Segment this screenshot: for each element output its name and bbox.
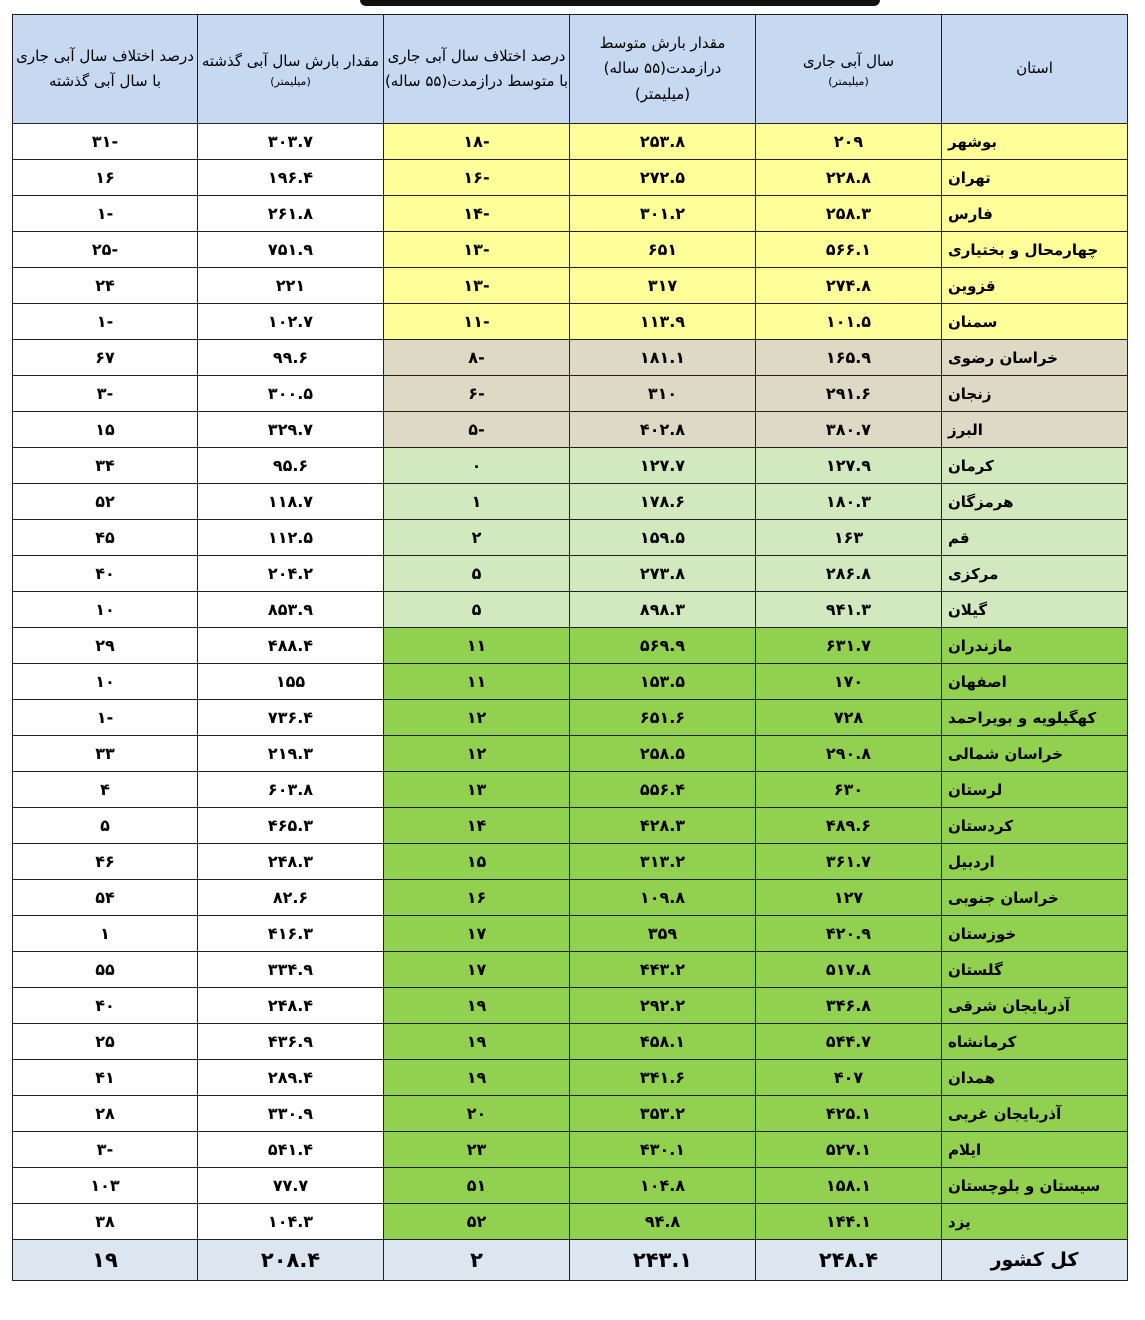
current-year-cell: ۱۴۴.۱: [756, 1204, 942, 1240]
diff-vs-last-year-cell: ۲۸: [13, 1096, 198, 1132]
province-cell: کهگیلویه و بویراحمد: [942, 700, 1128, 736]
table-row: [13, 160, 1128, 196]
diff-vs-last-year-cell: ۳۳: [13, 736, 198, 772]
province-cell: چهارمحال و بختیاری: [942, 232, 1128, 268]
table-row: [13, 124, 1128, 160]
header-last-year: [198, 15, 384, 124]
long-term-average-cell: ۵۵۶.۴: [570, 772, 756, 808]
province-cell: زنجان: [942, 376, 1128, 412]
province-cell: آذربایجان شرقی: [942, 988, 1128, 1024]
long-term-average-cell: ۲۹۲.۲: [570, 988, 756, 1024]
header-diff-vs-last-year-label: درصد اختلاف سال آبی جاری با سال آبی گذشته: [16, 46, 194, 90]
diff-vs-last-year-cell: ۴: [13, 772, 198, 808]
table-row: [13, 664, 1128, 700]
diff-vs-average-cell: ۵۲: [384, 1204, 570, 1240]
province-cell: خراسان رضوی: [942, 340, 1128, 376]
long-term-average-cell: ۱۰۴.۸: [570, 1168, 756, 1204]
province-cell: خراسان شمالی: [942, 736, 1128, 772]
diff-vs-last-year-cell: ۴۰: [13, 556, 198, 592]
current-year-cell: ۳۴۶.۸: [756, 988, 942, 1024]
total-diff-vs-last-year: ۱۹: [13, 1240, 198, 1281]
last-year-cell: ۲۶۱.۸: [198, 196, 384, 232]
diff-vs-last-year-cell: ۴۵: [13, 520, 198, 556]
diff-vs-average-cell: ۲۳: [384, 1132, 570, 1168]
current-year-cell: ۴۲۰.۹: [756, 916, 942, 952]
diff-vs-average-cell: ۱: [384, 484, 570, 520]
table-row: [13, 376, 1128, 412]
province-cell: البرز: [942, 412, 1128, 448]
table-row: [13, 448, 1128, 484]
long-term-average-cell: ۳۱۰: [570, 376, 756, 412]
diff-vs-last-year-cell: ۳۸: [13, 1204, 198, 1240]
last-year-cell: ۳۰۳.۷: [198, 124, 384, 160]
long-term-average-cell: ۱۰۹.۸: [570, 880, 756, 916]
province-cell: لرستان: [942, 772, 1128, 808]
last-year-cell: ۲۴۸.۳: [198, 844, 384, 880]
diff-vs-average-cell: -۱۳: [384, 268, 570, 304]
current-year-cell: ۴۰۷: [756, 1060, 942, 1096]
last-year-cell: ۳۳۰.۹: [198, 1096, 384, 1132]
long-term-average-cell: ۳۵۳.۲: [570, 1096, 756, 1132]
province-cell: فارس: [942, 196, 1128, 232]
diff-vs-average-cell: -۱۴: [384, 196, 570, 232]
last-year-cell: ۹۵.۶: [198, 448, 384, 484]
diff-vs-last-year-cell: -۳: [13, 1132, 198, 1168]
table-row: [13, 520, 1128, 556]
diff-vs-last-year-cell: ۱۰: [13, 664, 198, 700]
province-cell: مازندران: [942, 628, 1128, 664]
diff-vs-average-cell: ۱۷: [384, 916, 570, 952]
header-diff-vs-average: [384, 15, 570, 124]
total-row: [13, 1240, 1128, 1281]
long-term-average-cell: ۴۳۰.۱: [570, 1132, 756, 1168]
diff-vs-average-cell: ۱۹: [384, 988, 570, 1024]
long-term-average-cell: ۴۰۲.۸: [570, 412, 756, 448]
long-term-average-cell: ۳۴۱.۶: [570, 1060, 756, 1096]
long-term-average-cell: ۱۲۷.۷: [570, 448, 756, 484]
table-row: [13, 988, 1128, 1024]
current-year-cell: ۲۷۴.۸: [756, 268, 942, 304]
diff-vs-last-year-cell: ۱۶: [13, 160, 198, 196]
table-row: [13, 808, 1128, 844]
current-year-cell: ۱۲۷: [756, 880, 942, 916]
diff-vs-average-cell: -۵: [384, 412, 570, 448]
table-row: [13, 592, 1128, 628]
current-year-cell: ۱۵۸.۱: [756, 1168, 942, 1204]
diff-vs-average-cell: ۱۵: [384, 844, 570, 880]
last-year-cell: ۲۴۸.۴: [198, 988, 384, 1024]
current-year-cell: ۱۲۷.۹: [756, 448, 942, 484]
last-year-cell: ۱۹۶.۴: [198, 160, 384, 196]
header-current-year: [756, 15, 942, 124]
current-year-cell: ۴۲۵.۱: [756, 1096, 942, 1132]
long-term-average-cell: ۶۵۱.۶: [570, 700, 756, 736]
province-cell: بوشهر: [942, 124, 1128, 160]
table-row: [13, 340, 1128, 376]
table-row: [13, 952, 1128, 988]
diff-vs-last-year-cell: ۱۰: [13, 592, 198, 628]
long-term-average-cell: ۹۴.۸: [570, 1204, 756, 1240]
diff-vs-last-year-cell: ۵۴: [13, 880, 198, 916]
long-term-average-cell: ۸۹۸.۳: [570, 592, 756, 628]
diff-vs-average-cell: ۱۶: [384, 880, 570, 916]
diff-vs-last-year-cell: ۲۵: [13, 1024, 198, 1060]
long-term-average-cell: ۲۷۳.۸: [570, 556, 756, 592]
long-term-average-cell: ۴۴۳.۲: [570, 952, 756, 988]
long-term-average-cell: ۵۶۹.۹: [570, 628, 756, 664]
total-label: کل کشور: [942, 1240, 1128, 1281]
current-year-cell: ۲۵۸.۳: [756, 196, 942, 232]
province-cell: خوزستان: [942, 916, 1128, 952]
current-year-cell: ۵۲۷.۱: [756, 1132, 942, 1168]
long-term-average-cell: ۳۰۱.۲: [570, 196, 756, 232]
header-province: [942, 15, 1128, 124]
long-term-average-cell: ۳۵۹: [570, 916, 756, 952]
last-year-cell: ۸۵۳.۹: [198, 592, 384, 628]
total-last-year: ۲۰۸.۴: [198, 1240, 384, 1281]
province-cell: ایلام: [942, 1132, 1128, 1168]
diff-vs-average-cell: ۵: [384, 592, 570, 628]
diff-vs-average-cell: -۱۱: [384, 304, 570, 340]
province-cell: یزد: [942, 1204, 1128, 1240]
diff-vs-last-year-cell: -۱: [13, 196, 198, 232]
province-cell: قزوین: [942, 268, 1128, 304]
diff-vs-average-cell: ۱۱: [384, 628, 570, 664]
diff-vs-last-year-cell: -۳: [13, 376, 198, 412]
long-term-average-cell: ۱۵۹.۵: [570, 520, 756, 556]
diff-vs-average-cell: ۱۹: [384, 1024, 570, 1060]
province-cell: کرمانشاه: [942, 1024, 1128, 1060]
last-year-cell: ۱۰۲.۷: [198, 304, 384, 340]
last-year-cell: ۴۱۶.۳: [198, 916, 384, 952]
last-year-cell: ۱۰۴.۳: [198, 1204, 384, 1240]
table-body: [13, 124, 1128, 1240]
diff-vs-last-year-cell: ۳۴: [13, 448, 198, 484]
header-diff-vs-average-label: درصد اختلاف سال آبی جاری با متوسط درازمدت(۵۵ ساله): [384, 46, 569, 90]
diff-vs-average-cell: -۱۸: [384, 124, 570, 160]
province-cell: آذربایجان غربی: [942, 1096, 1128, 1132]
province-cell: قم: [942, 520, 1128, 556]
table-row: [13, 1132, 1128, 1168]
long-term-average-cell: ۱۸۱.۱: [570, 340, 756, 376]
diff-vs-average-cell: ۲۰: [384, 1096, 570, 1132]
current-year-cell: ۱۶۳: [756, 520, 942, 556]
diff-vs-last-year-cell: ۵۵: [13, 952, 198, 988]
province-cell: گلستان: [942, 952, 1128, 988]
diff-vs-average-cell: ۱۳: [384, 772, 570, 808]
table-row: [13, 1096, 1128, 1132]
header-long-term-average-unit: (میلیمتر): [634, 84, 691, 103]
current-year-cell: ۹۴۱.۳: [756, 592, 942, 628]
last-year-cell: ۱۱۲.۵: [198, 520, 384, 556]
current-year-cell: ۶۳۱.۷: [756, 628, 942, 664]
diff-vs-average-cell: ۱۲: [384, 736, 570, 772]
last-year-cell: ۱۵۵: [198, 664, 384, 700]
total-diff-vs-average: ۲: [384, 1240, 570, 1281]
total-current-year: ۲۴۸.۴: [756, 1240, 942, 1281]
diff-vs-average-cell: ۰: [384, 448, 570, 484]
current-year-cell: ۲۲۸.۸: [756, 160, 942, 196]
diff-vs-last-year-cell: ۴۰: [13, 988, 198, 1024]
table-row: [13, 844, 1128, 880]
diff-vs-average-cell: ۱۹: [384, 1060, 570, 1096]
long-term-average-cell: ۲۵۳.۸: [570, 124, 756, 160]
current-year-cell: ۱۰۱.۵: [756, 304, 942, 340]
last-year-cell: ۷۳۶.۴: [198, 700, 384, 736]
header-long-term-average: [570, 15, 756, 124]
current-year-cell: ۲۸۶.۸: [756, 556, 942, 592]
province-cell: کردستان: [942, 808, 1128, 844]
diff-vs-last-year-cell: -۱: [13, 700, 198, 736]
diff-vs-average-cell: ۲: [384, 520, 570, 556]
diff-vs-last-year-cell: ۴۱: [13, 1060, 198, 1096]
diff-vs-average-cell: -۶: [384, 376, 570, 412]
province-cell: مرکزی: [942, 556, 1128, 592]
table-row: [13, 1060, 1128, 1096]
diff-vs-last-year-cell: ۱: [13, 916, 198, 952]
last-year-cell: ۳۰۰.۵: [198, 376, 384, 412]
table-row: [13, 1024, 1128, 1060]
diff-vs-average-cell: ۵: [384, 556, 570, 592]
long-term-average-cell: ۳۱۷: [570, 268, 756, 304]
long-term-average-cell: ۴۵۸.۱: [570, 1024, 756, 1060]
header-current-year-unit: (میلیمتر): [828, 75, 869, 89]
province-cell: تهران: [942, 160, 1128, 196]
header-long-term-average-label: مقدار بارش متوسط درازمدت(۵۵ ساله): [599, 33, 726, 78]
current-year-cell: ۲۹۰.۸: [756, 736, 942, 772]
header-province-label: استان: [1016, 59, 1053, 78]
table-row: [13, 1168, 1128, 1204]
province-cell: سیستان و بلوچستان: [942, 1168, 1128, 1204]
province-cell: هرمزگان: [942, 484, 1128, 520]
current-year-cell: ۵۴۴.۷: [756, 1024, 942, 1060]
precipitation-table: [12, 14, 1128, 1281]
last-year-cell: ۶۰۳.۸: [198, 772, 384, 808]
table-row: [13, 880, 1128, 916]
last-year-cell: ۳۲۹.۷: [198, 412, 384, 448]
table-row: [13, 484, 1128, 520]
table-row: [13, 412, 1128, 448]
table-row: [13, 736, 1128, 772]
province-cell: همدان: [942, 1060, 1128, 1096]
last-year-cell: ۴۸۸.۴: [198, 628, 384, 664]
header-current-year-label: سال آبی جاری: [802, 51, 895, 70]
diff-vs-last-year-cell: ۲۹: [13, 628, 198, 664]
diff-vs-last-year-cell: ۶۷: [13, 340, 198, 376]
diff-vs-average-cell: ۱۲: [384, 700, 570, 736]
last-year-cell: ۵۴۱.۴: [198, 1132, 384, 1168]
current-year-cell: ۳۸۰.۷: [756, 412, 942, 448]
last-year-cell: ۲۰۴.۲: [198, 556, 384, 592]
table-row: [13, 700, 1128, 736]
table-row: [13, 196, 1128, 232]
table-row: [13, 1204, 1128, 1240]
table-row: [13, 916, 1128, 952]
last-year-cell: ۷۷.۷: [198, 1168, 384, 1204]
province-cell: اردبیل: [942, 844, 1128, 880]
table-row: [13, 556, 1128, 592]
last-year-cell: ۷۵۱.۹: [198, 232, 384, 268]
diff-vs-average-cell: ۱۴: [384, 808, 570, 844]
table-row: [13, 268, 1128, 304]
province-cell: اصفهان: [942, 664, 1128, 700]
last-year-cell: ۲۲۱: [198, 268, 384, 304]
diff-vs-last-year-cell: -۳۱: [13, 124, 198, 160]
long-term-average-cell: ۲۵۸.۵: [570, 736, 756, 772]
long-term-average-cell: ۱۵۳.۵: [570, 664, 756, 700]
table-row: [13, 628, 1128, 664]
province-cell: گیلان: [942, 592, 1128, 628]
current-year-cell: ۴۸۹.۶: [756, 808, 942, 844]
top-edge-strip: [360, 0, 880, 6]
last-year-cell: ۲۱۹.۳: [198, 736, 384, 772]
current-year-cell: ۵۶۶.۱: [756, 232, 942, 268]
table-row: [13, 304, 1128, 340]
diff-vs-last-year-cell: ۴۶: [13, 844, 198, 880]
last-year-cell: ۸۲.۶: [198, 880, 384, 916]
province-cell: خراسان جنوبی: [942, 880, 1128, 916]
province-cell: سمنان: [942, 304, 1128, 340]
header-row: [13, 15, 1128, 124]
diff-vs-last-year-cell: ۱۰۳: [13, 1168, 198, 1204]
last-year-cell: ۲۸۹.۴: [198, 1060, 384, 1096]
diff-vs-last-year-cell: ۱۵: [13, 412, 198, 448]
table-row: [13, 772, 1128, 808]
current-year-cell: ۲۰۹: [756, 124, 942, 160]
long-term-average-cell: ۴۲۸.۳: [570, 808, 756, 844]
total-long-term-average: ۲۴۳.۱: [570, 1240, 756, 1281]
diff-vs-last-year-cell: ۲۴: [13, 268, 198, 304]
last-year-cell: ۳۳۴.۹: [198, 952, 384, 988]
current-year-cell: ۵۱۷.۸: [756, 952, 942, 988]
diff-vs-last-year-cell: -۱: [13, 304, 198, 340]
long-term-average-cell: ۱۷۸.۶: [570, 484, 756, 520]
current-year-cell: ۷۲۸: [756, 700, 942, 736]
current-year-cell: ۲۹۱.۶: [756, 376, 942, 412]
header-last-year-label: مقدار بارش سال آبی گذشته: [201, 51, 380, 70]
current-year-cell: ۱۷۰: [756, 664, 942, 700]
long-term-average-cell: ۳۱۳.۲: [570, 844, 756, 880]
current-year-cell: ۳۶۱.۷: [756, 844, 942, 880]
long-term-average-cell: ۱۱۳.۹: [570, 304, 756, 340]
diff-vs-average-cell: ۱۱: [384, 664, 570, 700]
diff-vs-average-cell: -۸: [384, 340, 570, 376]
diff-vs-last-year-cell: ۵: [13, 808, 198, 844]
header-last-year-unit: (میلیمتر): [270, 75, 311, 89]
diff-vs-average-cell: -۱۶: [384, 160, 570, 196]
diff-vs-average-cell: ۱۷: [384, 952, 570, 988]
last-year-cell: ۴۳۶.۹: [198, 1024, 384, 1060]
province-cell: کرمان: [942, 448, 1128, 484]
header-diff-vs-last-year: [13, 15, 198, 124]
last-year-cell: ۴۶۵.۳: [198, 808, 384, 844]
diff-vs-average-cell: ۵۱: [384, 1168, 570, 1204]
table-row: [13, 232, 1128, 268]
long-term-average-cell: ۶۵۱: [570, 232, 756, 268]
diff-vs-last-year-cell: -۲۵: [13, 232, 198, 268]
diff-vs-average-cell: -۱۳: [384, 232, 570, 268]
diff-vs-last-year-cell: ۵۲: [13, 484, 198, 520]
long-term-average-cell: ۲۷۲.۵: [570, 160, 756, 196]
last-year-cell: ۹۹.۶: [198, 340, 384, 376]
current-year-cell: ۱۶۵.۹: [756, 340, 942, 376]
current-year-cell: ۱۸۰.۳: [756, 484, 942, 520]
last-year-cell: ۱۱۸.۷: [198, 484, 384, 520]
current-year-cell: ۶۳۰: [756, 772, 942, 808]
